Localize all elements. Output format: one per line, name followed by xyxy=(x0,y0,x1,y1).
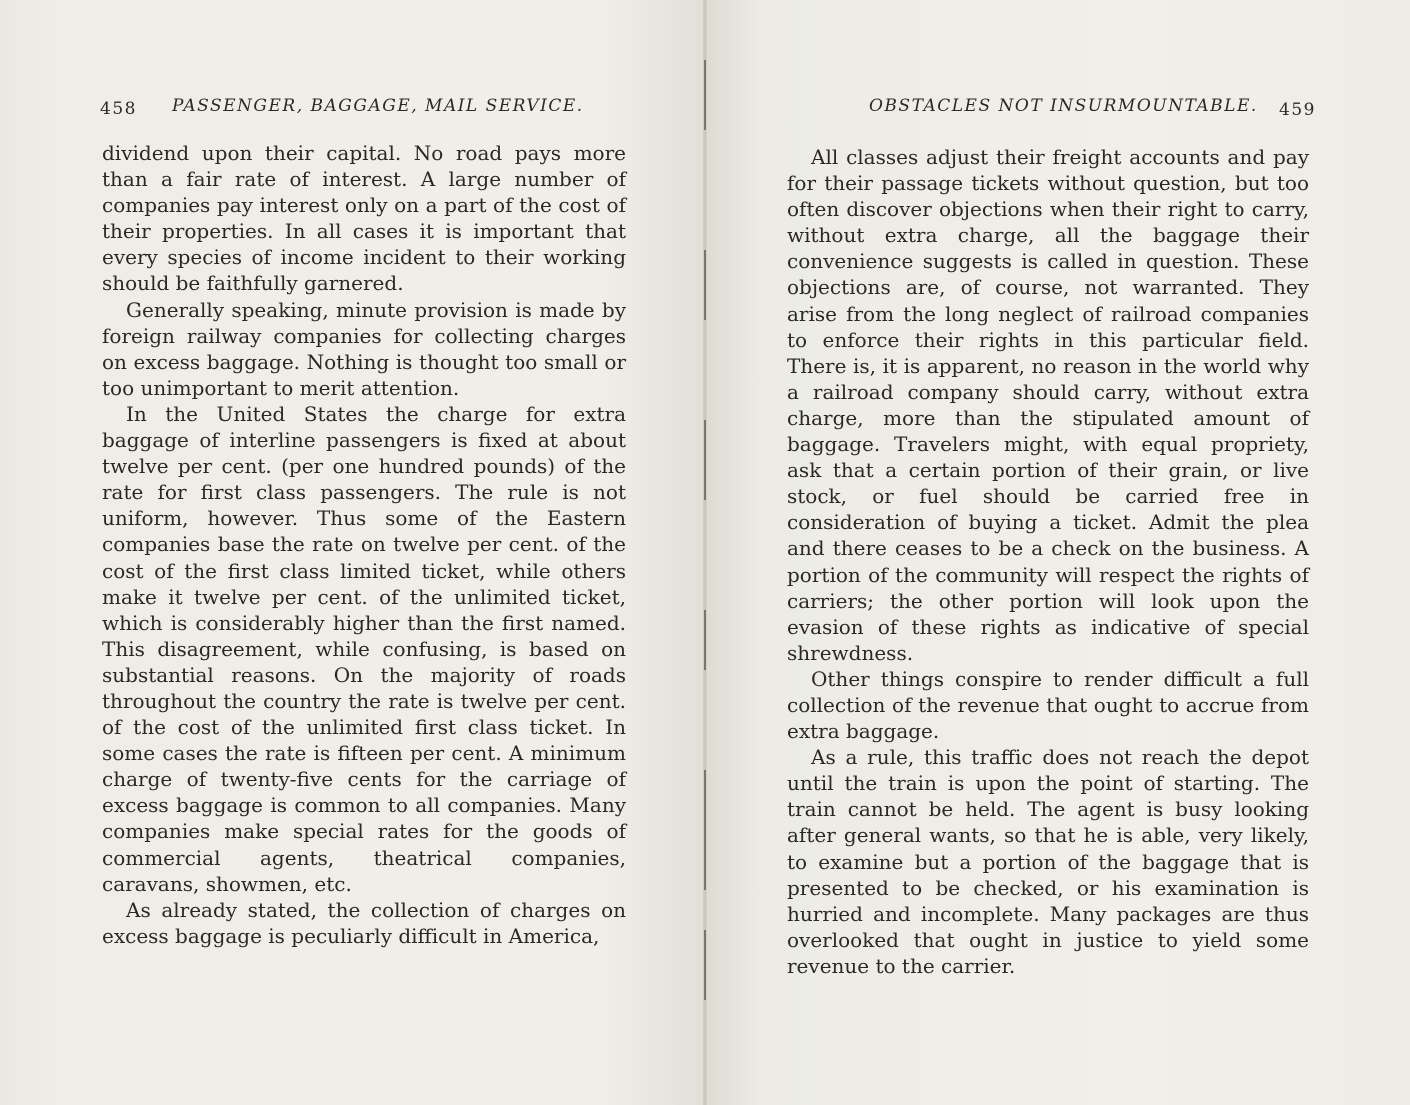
paragraph: As a rule, this traffic does not reach the depot until the train is upon the point of starting. The train cannot be held. The agent is busy looking after general wants, so that he is able, very likely, to examine but a portion of the baggage that is presented to be checked, or his examination is hurried and incomplete. Many packages are thus overlooked that ought in justice to yield some revenue to the carrier. xyxy=(787,745,1309,978)
right-page xyxy=(705,0,1410,1105)
paragraph: Generally speaking, minute provision is made by foreign railway companies for collecting charges on excess baggage. Nothing is thought too small or too unimportant to merit attention. xyxy=(102,297,626,400)
left-running-head: PASSENGER, BAGGAGE, MAIL SERVICE. xyxy=(172,96,584,116)
gutter-shadow-mark xyxy=(704,770,706,890)
gutter-shadow-mark xyxy=(704,420,706,500)
gutter-shadow-mark xyxy=(704,930,706,1000)
paragraph: Other things conspire to render difficult a full collection of the revenue that ought to accrue from extra baggage. xyxy=(787,666,1309,744)
gutter-shadow-mark xyxy=(704,610,706,670)
gutter-shadow-mark xyxy=(704,60,706,130)
left-page-number: 458 xyxy=(100,99,137,119)
gutter-shadow-mark xyxy=(704,250,706,320)
paragraph: In the United States the charge for extra baggage of interline passengers is fixed at about twelve per cent. (per one hundred pounds) of the rate for first class passengers. The rule is not uniform, however. Thus some of the Eastern companies base the rate on twelve per cent. of the cost of the first class limited ticket, while others make it twelve per cent. of the unlimited ticket, which is considerably higher than the first named. This disagreement, while confusing, is based on substantial reasons. On the majority of roads throughout the country the rate is twelve per cent. of the cost of the unlimited first class ticket. In some cases the rate is fifteen per cent. A minimum charge of twenty-five cents for the carriage of excess baggage is common to all companies. Many companies make special rates for the goods of commercial agents, theatrical companies, caravans, showmen, etc. xyxy=(102,401,626,896)
right-page-number: 459 xyxy=(1279,100,1316,120)
paragraph: All classes adjust their freight accounts and pay for their passage tickets without question, but too often discover objections when their right to carry, without extra charge, all the baggage their convenience suggests is called in question. These objections are, of course, not warranted. They arise from the long neglect of railroad companies to enforce their rights in this particular field. There is, it is apparent, no reason in the world why a railroad company should carry, without extra charge, more than the stipulated amount of baggage. Travelers might, with equal propriety, ask that a certain portion of their grain, or live stock, or fuel should be carried free in consideration of buying a ticket. Admit the plea and there ceases to be a check on the business. A portion of the community will respect the rights of carriers; the other portion will look upon the evasion of these rights as indicative of special shrewdness. xyxy=(787,145,1309,665)
paragraph: dividend upon their capital. No road pays more than a fair rate of interest. A large number of companies pay interest only on a part of the cost of their properties. In all cases it is important that every species of income incident to their working should be faithfully garnered. xyxy=(102,141,626,296)
left-page-body xyxy=(102,140,626,949)
right-running-head: OBSTACLES NOT INSURMOUNTABLE. xyxy=(869,96,1258,116)
paragraph: As already stated, the collection of charges on excess baggage is peculiarly difficult in America, xyxy=(102,897,626,948)
right-page-body xyxy=(787,144,1309,979)
